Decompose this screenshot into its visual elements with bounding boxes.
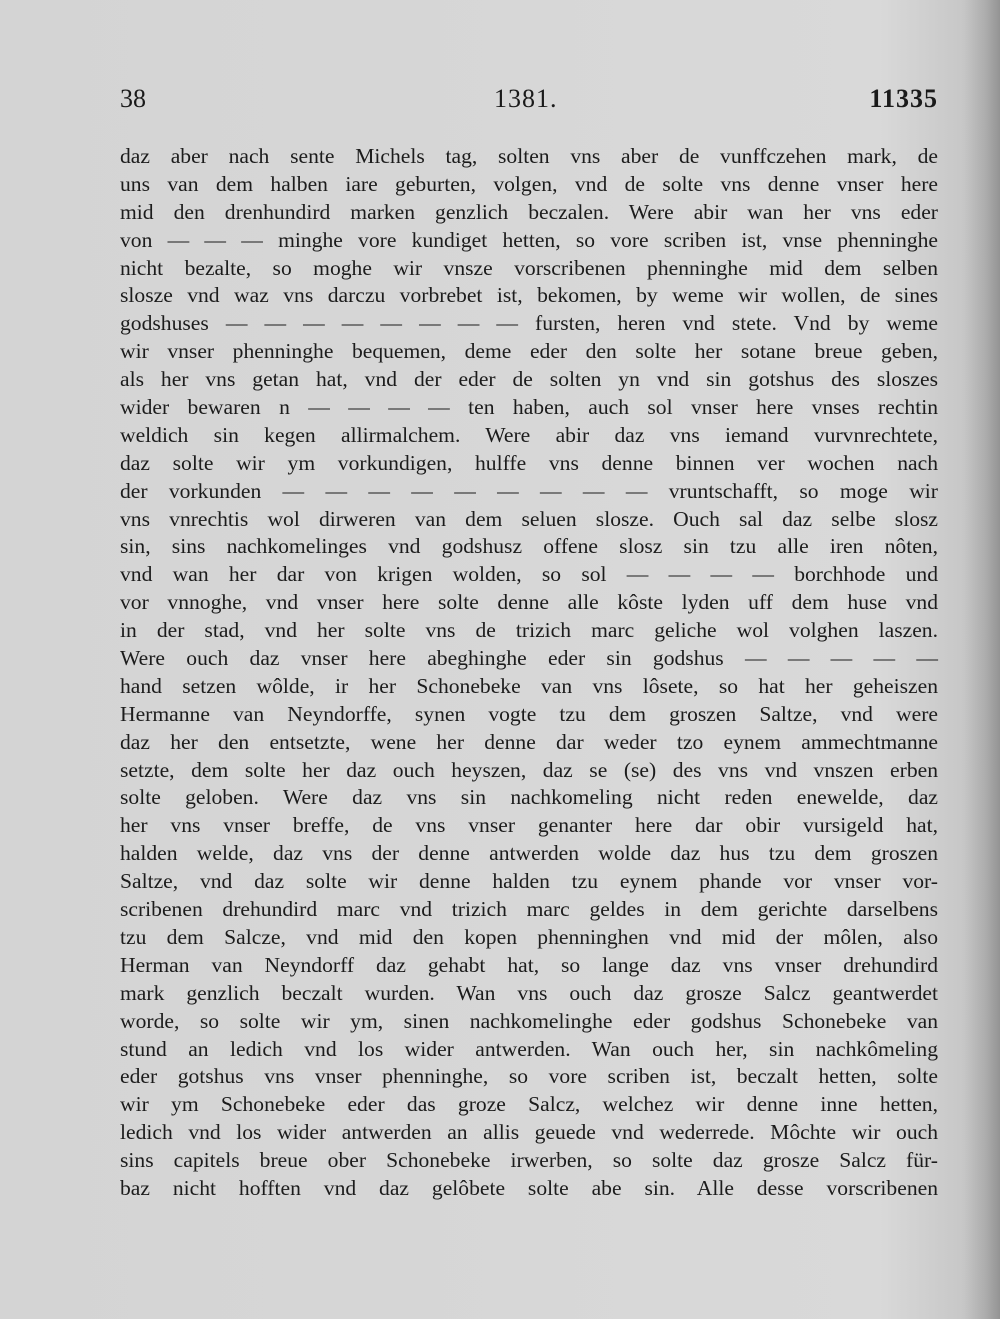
header-year: 1381. — [494, 84, 558, 113]
text-line: als her vns getan hat, vnd der eder de solten yn vnd sin gotshus des sloszes — [120, 367, 938, 392]
text-line: daz her den entsetzte, wene her denne dar weder tzo eynem ammechtmanne — [120, 729, 938, 754]
text-line: scribenen drehundird marc vnd trizich marc geldes in dem gerichte darselbens — [120, 897, 938, 922]
text-line: weldich sin kegen allirmalchem. Were abir daz vns iemand vurvnrechtete, — [120, 422, 938, 447]
text-line: vns vnrechtis wol dirweren van dem seluen slosze. Ouch sal daz selbe slosz — [120, 506, 938, 531]
text-line: daz solte wir ym vorkundigen, hulffe vns denne binnen ver wochen nach — [120, 450, 938, 475]
text-line: Saltze, vnd daz solte wir denne halden tzu eynem phande vor vnser vor- — [120, 869, 938, 894]
page-number: 38 — [120, 84, 146, 113]
text-line: tzu dem Salcze, vnd mid den kopen phenninghen vnd mid der môlen, also — [120, 924, 938, 949]
text-line: in der stad, vnd her solte vns de trizich marc geliche wol volghen laszen. — [120, 618, 938, 643]
text-line: solte geloben. Were daz vns sin nachkomeling nicht reden enewelde, daz — [120, 785, 938, 810]
text-line: daz aber nach sente Michels tag, solten vns aber de vunffczehen mark, de — [120, 144, 938, 168]
text-line: mark genzlich beczalt wurden. Wan vns ouch daz grosze Salcz geantwerdet — [120, 980, 938, 1005]
text-line: nicht bezalte, so moghe wir vnsze vorscribenen phenninghe mid dem selben — [120, 255, 938, 280]
text-line: mid den drenhundird marken genzlich beczalen. Were abir wan her vns eder — [120, 199, 938, 224]
text-line: der vorkunden — — — — — — — — — vruntschafft, so moge wir — [120, 478, 938, 503]
text-line: vor vnnoghe, vnd vnser here solte denne alle kôste lyden uff dem huse vnd — [120, 590, 938, 615]
document-number: 11335 — [869, 84, 938, 113]
text-line: Herman van Neyndorff daz gehabt hat, so lange daz vns vnser drehundird — [120, 952, 938, 977]
text-line: Hermanne van Neyndorffe, synen vogte tzu dem groszen Saltze, vnd were — [120, 701, 938, 726]
body-text — [120, 143, 938, 1203]
text-line: Were ouch daz vnser here abeghinghe eder sin godshus — — — — — — [120, 646, 938, 671]
text-line: eder gotshus vns vnser phenninghe, so vore scriben ist, beczalt hetten, solte — [120, 1064, 938, 1089]
text-line: stund an ledich vnd los wider antwerden. Wan ouch her, sin nachkômeling — [120, 1036, 938, 1061]
text-line: godshuses — — — — — — — — fursten, heren vnd stete. Vnd by weme — [120, 311, 938, 336]
text-line: wir vnser phenninghe bequemen, deme eder den solte her sotane breue geben, — [120, 339, 938, 364]
running-header — [120, 84, 938, 120]
text-line: wider bewaren n — — — — ten haben, auch sol vnser here vnses rechtin — [120, 395, 938, 420]
text-line: vnd wan her dar von krigen wolden, so sol — — — — borchhode und — [120, 562, 938, 587]
page-edge-shadow — [964, 0, 1000, 1319]
text-line: von — — — minghe vore kundiget hetten, so vore scriben ist, vnse phenninghe — [120, 227, 938, 252]
text-line: hand setzen wôlde, ir her Schonebeke van vns lôsete, so hat her geheiszen — [120, 673, 938, 698]
text-line: worde, so solte wir ym, sinen nachkomelinghe eder godshus Schonebeke van — [120, 1008, 938, 1033]
text-line: uns van dem halben iare geburten, volgen, vnd de solte vns denne vnser here — [120, 171, 938, 196]
text-line: wir ym Schonebeke eder das groze Salcz, welchez wir denne inne hetten, — [120, 1092, 938, 1117]
text-line: halden welde, daz vns der denne antwerden wolde daz hus tzu dem groszen — [120, 841, 938, 866]
text-line: ledich vnd los wider antwerden an allis geuede vnd wederrede. Môchte wir ouch — [120, 1120, 938, 1145]
text-line: setzte, dem solte her daz ouch heyszen, daz se (se) des vns vnd vnszen erben — [120, 757, 938, 782]
text-line: baz nicht hofften vnd daz gelôbete solte abe sin. Alle desse vorscribenen — [120, 1175, 938, 1200]
text-line: her vns vnser breffe, de vns vnser genanter here dar obir vursigeld hat, — [120, 813, 938, 838]
text-line: sins capitels breue ober Schonebeke irwerben, so solte daz grosze Salcz für- — [120, 1148, 938, 1173]
text-line: sin, sins nachkomelinges vnd godshusz offene slosz sin tzu alle iren nôten, — [120, 534, 938, 559]
text-line: slosze vnd waz vns darczu vorbrebet ist, bekomen, by weme wir wollen, de sines — [120, 283, 938, 308]
